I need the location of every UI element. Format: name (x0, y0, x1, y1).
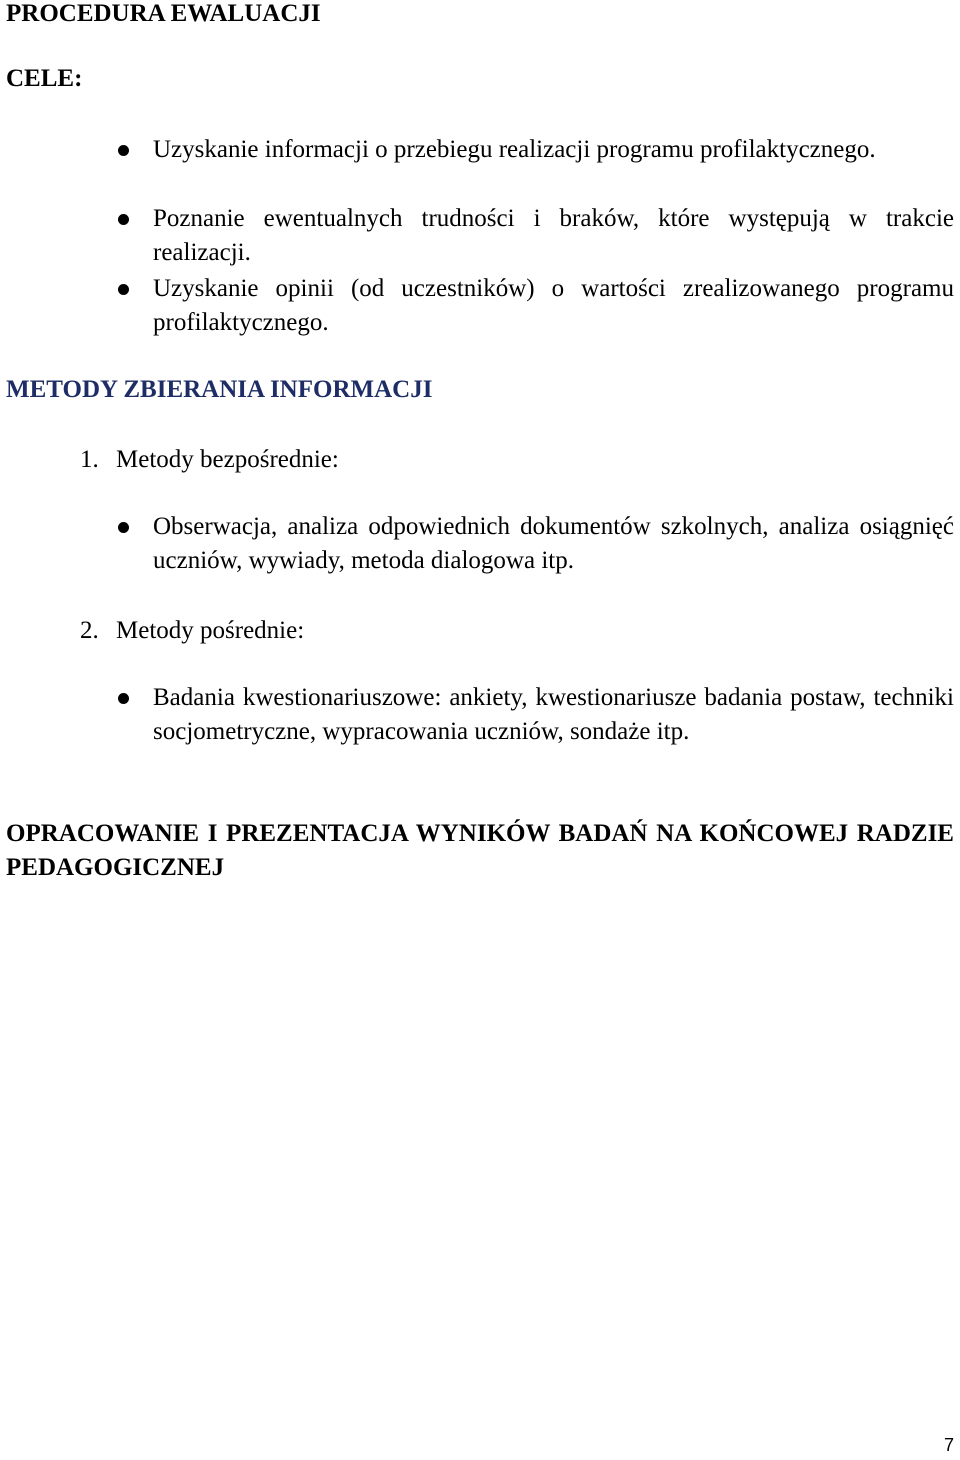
page-number: 7 (943, 1435, 954, 1455)
goal-item: Poznanie ewentualnych trudności i braków, które występują w trakcie realizacji. (153, 205, 954, 266)
bullet-icon (118, 145, 129, 156)
method-number: 2. (80, 617, 99, 644)
methods-heading: METODY ZBIERANIA INFORMACJI (6, 376, 433, 403)
method-item: Obserwacja, analiza odpowiednich dokumentów szkolnych, analiza osiągnięć uczniów, wywiady, metoda dialogowa itp. (153, 513, 954, 574)
method-number: 1. (80, 446, 99, 473)
bullet-icon (118, 284, 129, 295)
goal-item: Uzyskanie informacji o przebiegu realizacji programu profilaktycznego. (153, 136, 876, 163)
page-title: PROCEDURA EWALUACJI (6, 0, 321, 27)
method-label (80, 614, 304, 648)
method-title: Metody pośrednie: (116, 617, 305, 644)
bullet-icon (118, 214, 129, 225)
results-heading: OPRACOWANIE I PREZENTACJA WYNIKÓW BADAŃ NA KOŃCOWEJ RADZIE PEDAGOGICZNEJ (6, 820, 954, 881)
method-title: Metody bezpośrednie: (116, 446, 339, 473)
goals-heading: CELE: (6, 65, 83, 92)
method-item: Badania kwestionariuszowe: ankiety, kwestionariusze badania postaw, techniki socjometryczne, wypracowania uczniów, sondaże itp. (153, 684, 954, 745)
bullet-icon (118, 693, 129, 704)
method-label (80, 443, 339, 477)
goal-item: Uzyskanie opinii (od uczestników) o wartości zrealizowanego programu profilaktycznego. (153, 275, 954, 336)
bullet-icon (118, 522, 129, 533)
